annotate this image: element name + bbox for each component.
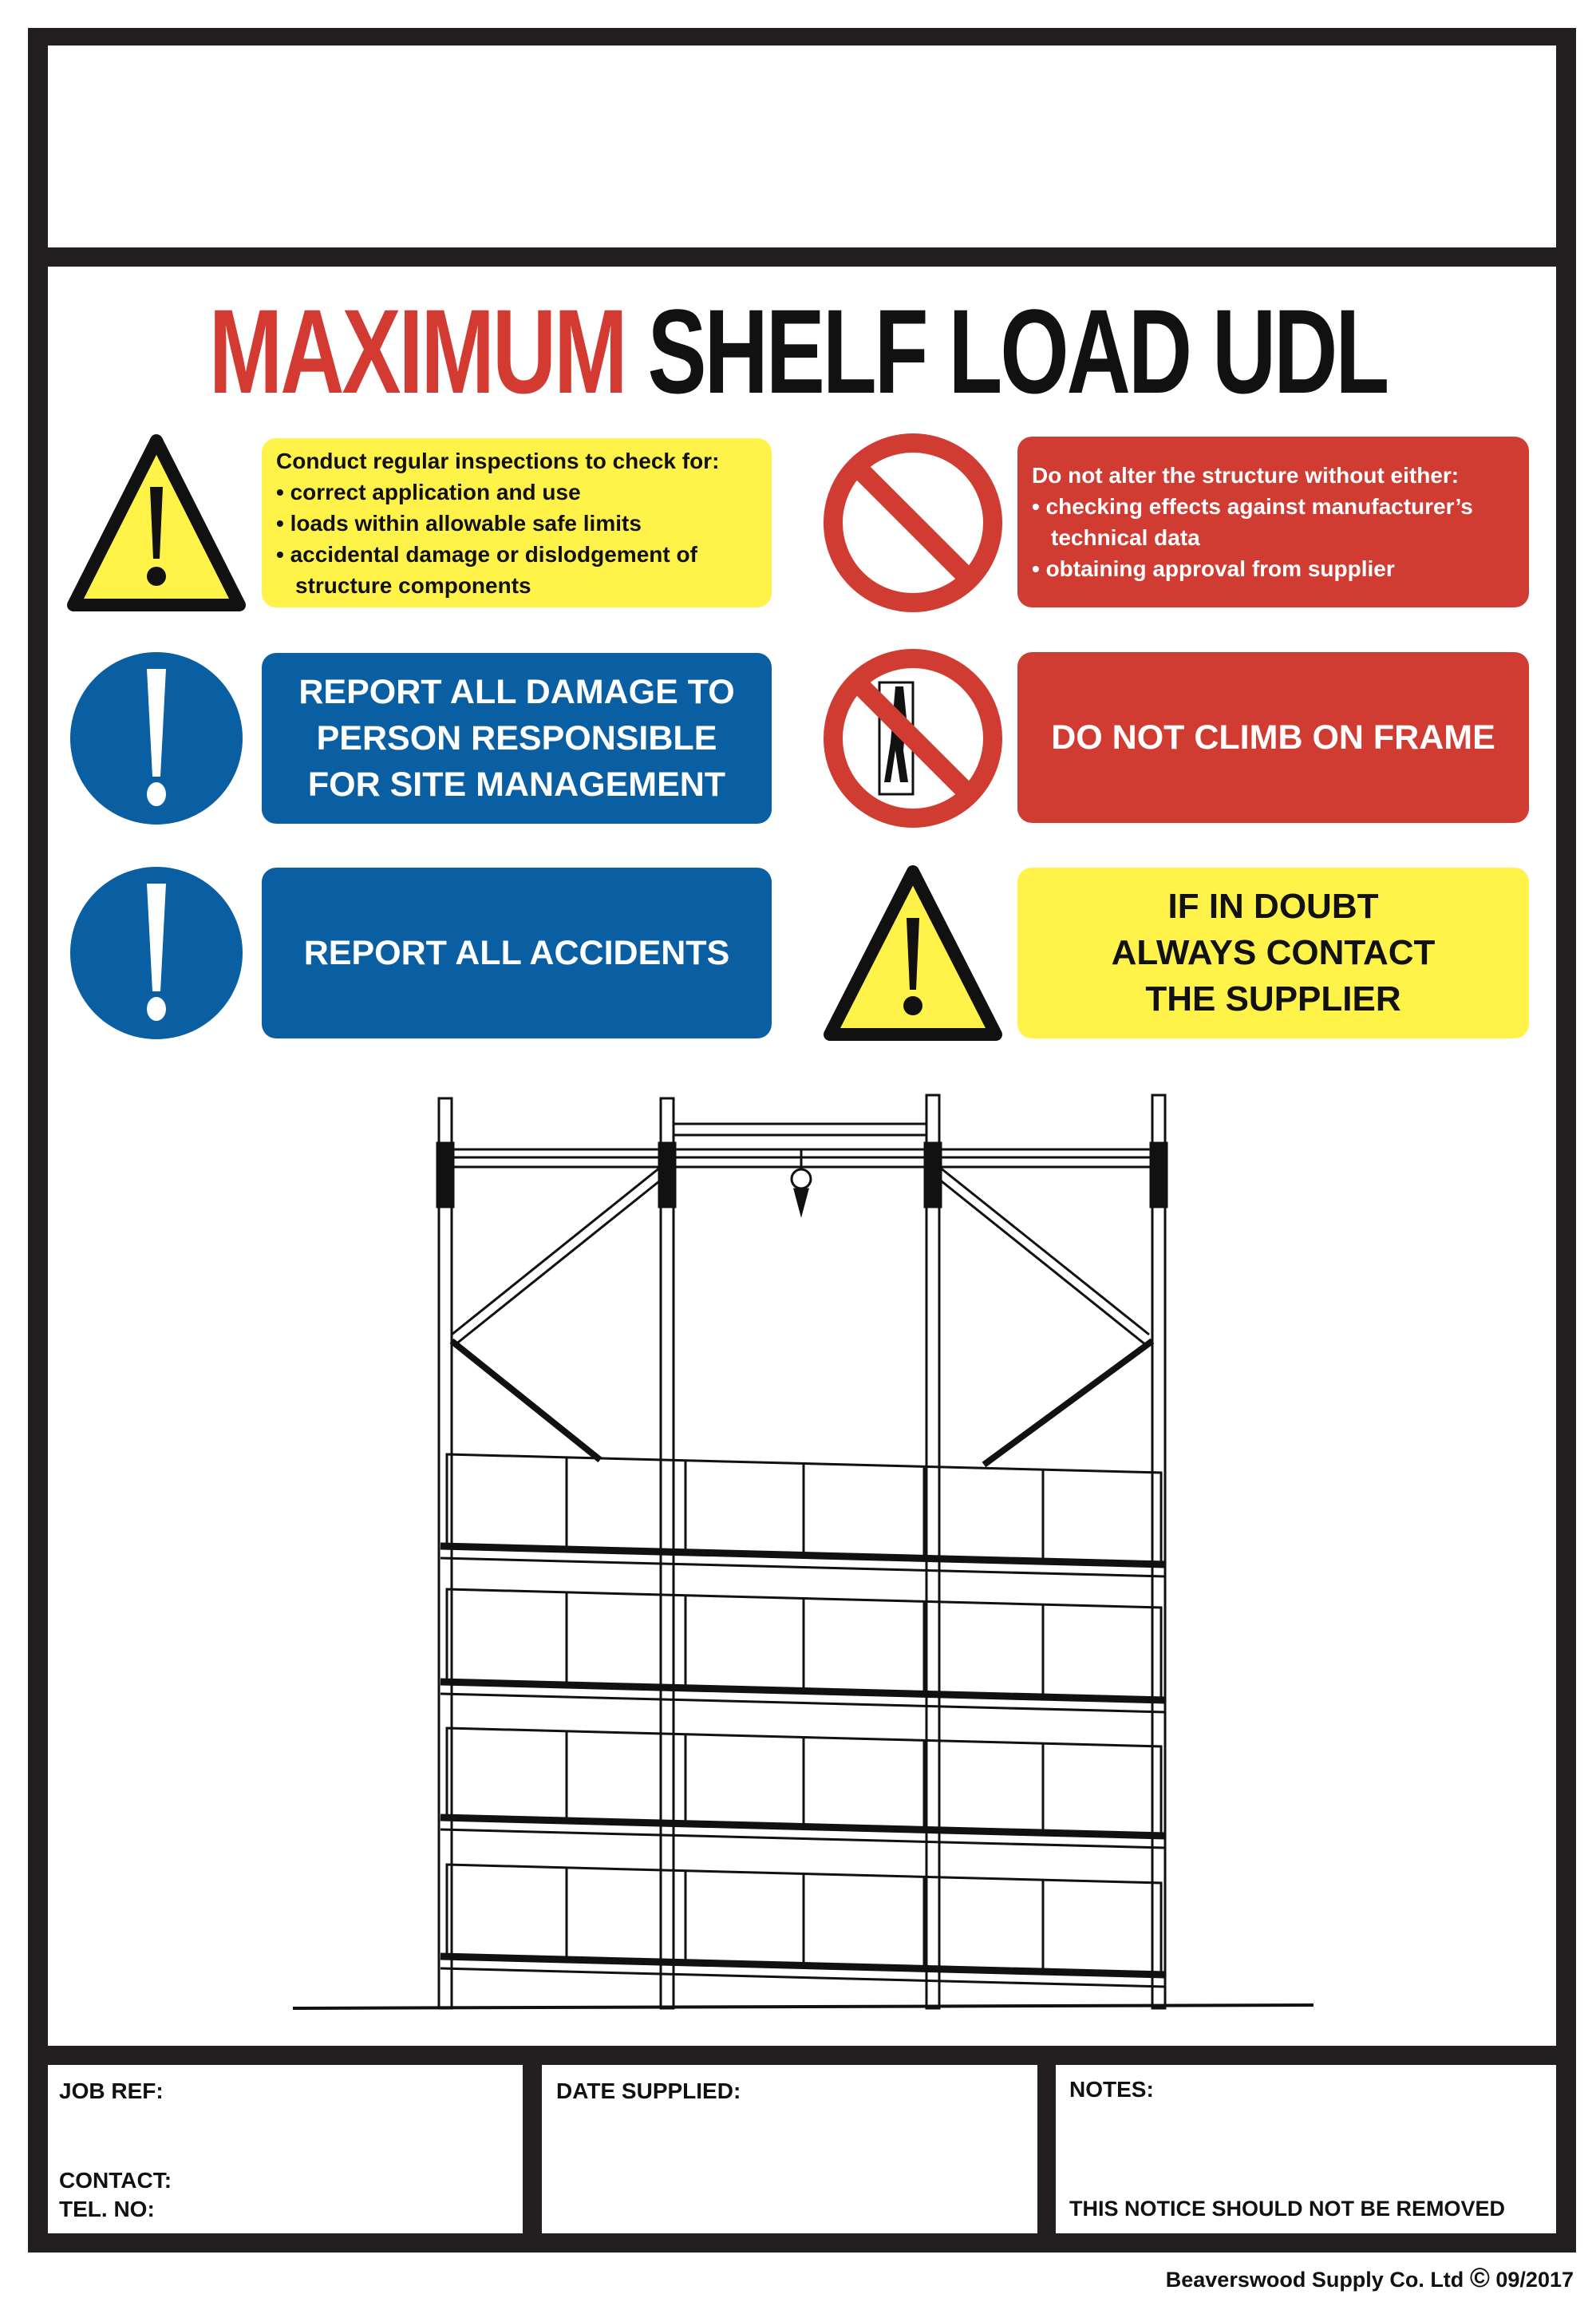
alter-item: • checking effects against manufacturer’s <box>1032 494 1473 519</box>
inspection-heading: Conduct regular inspections to check for: <box>276 448 720 473</box>
shelf-level <box>440 1728 1165 1848</box>
notes-label: NOTES: <box>1069 2077 1154 2102</box>
notice-text: THIS NOTICE SHOULD NOT BE REMOVED <box>1069 2197 1506 2221</box>
tel-no-label: TEL. NO: <box>59 2197 155 2221</box>
shelf-level <box>440 1865 1165 1987</box>
job-ref-label: JOB REF: <box>59 2078 164 2103</box>
alter-item: technical data <box>1051 525 1200 550</box>
inspection-item: • accidental damage or dislodgement of <box>276 541 697 567</box>
inspection-panel <box>262 438 772 607</box>
warning-triangle-icon <box>830 872 996 1034</box>
title-highlight: MAXIMUM <box>208 284 626 418</box>
warning-triangle-icon <box>73 441 239 605</box>
report-damage-line: REPORT ALL DAMAGE TO <box>298 673 735 711</box>
company-name: Beaverswood Supply Co. Ltd <box>1165 2268 1464 2292</box>
mandatory-exclamation-icon <box>70 652 243 825</box>
report-damage-line: PERSON RESPONSIBLE <box>316 719 717 757</box>
contact-label: CONTACT: <box>59 2168 172 2193</box>
footer-date: 09/2017 <box>1495 2268 1574 2292</box>
shelf-level <box>440 1589 1165 1712</box>
doubt-line: IF IN DOUBT <box>1167 887 1379 926</box>
report-damage-panel <box>262 653 772 824</box>
report-accidents-panel <box>262 868 772 1038</box>
inspection-item: • correct application and use <box>276 479 581 504</box>
do-not-alter-panel <box>1017 437 1529 607</box>
inspection-item: structure components <box>295 572 531 598</box>
doubt-line: ALWAYS CONTACT <box>1111 933 1436 972</box>
report-damage-line: FOR SITE MANAGEMENT <box>307 765 726 804</box>
date-supplied-label: DATE SUPPLIED: <box>556 2078 741 2103</box>
copyright-icon: © <box>1469 2263 1490 2293</box>
if-in-doubt-panel <box>1017 868 1529 1038</box>
prohibition-icon <box>833 443 993 603</box>
racking-illustration <box>293 1095 1314 2008</box>
title-rest: SHELF LOAD UDL <box>647 284 1388 418</box>
doubt-line: THE SUPPLIER <box>1145 979 1401 1018</box>
inspection-item: • loads within allowable safe limits <box>276 510 642 536</box>
alter-heading: Do not alter the structure without either: <box>1032 463 1460 488</box>
mandatory-exclamation-icon <box>70 867 243 1039</box>
footer-credit <box>1166 2263 1574 2294</box>
report-accidents-text: REPORT ALL ACCIDENTS <box>303 934 730 972</box>
no-climb-panel <box>1017 652 1529 823</box>
no-climb-text: DO NOT CLIMB ON FRAME <box>1051 718 1495 757</box>
no-climbing-icon <box>833 659 993 818</box>
shelf-level <box>440 1454 1165 1576</box>
alter-item: • obtaining approval from supplier <box>1032 556 1395 581</box>
